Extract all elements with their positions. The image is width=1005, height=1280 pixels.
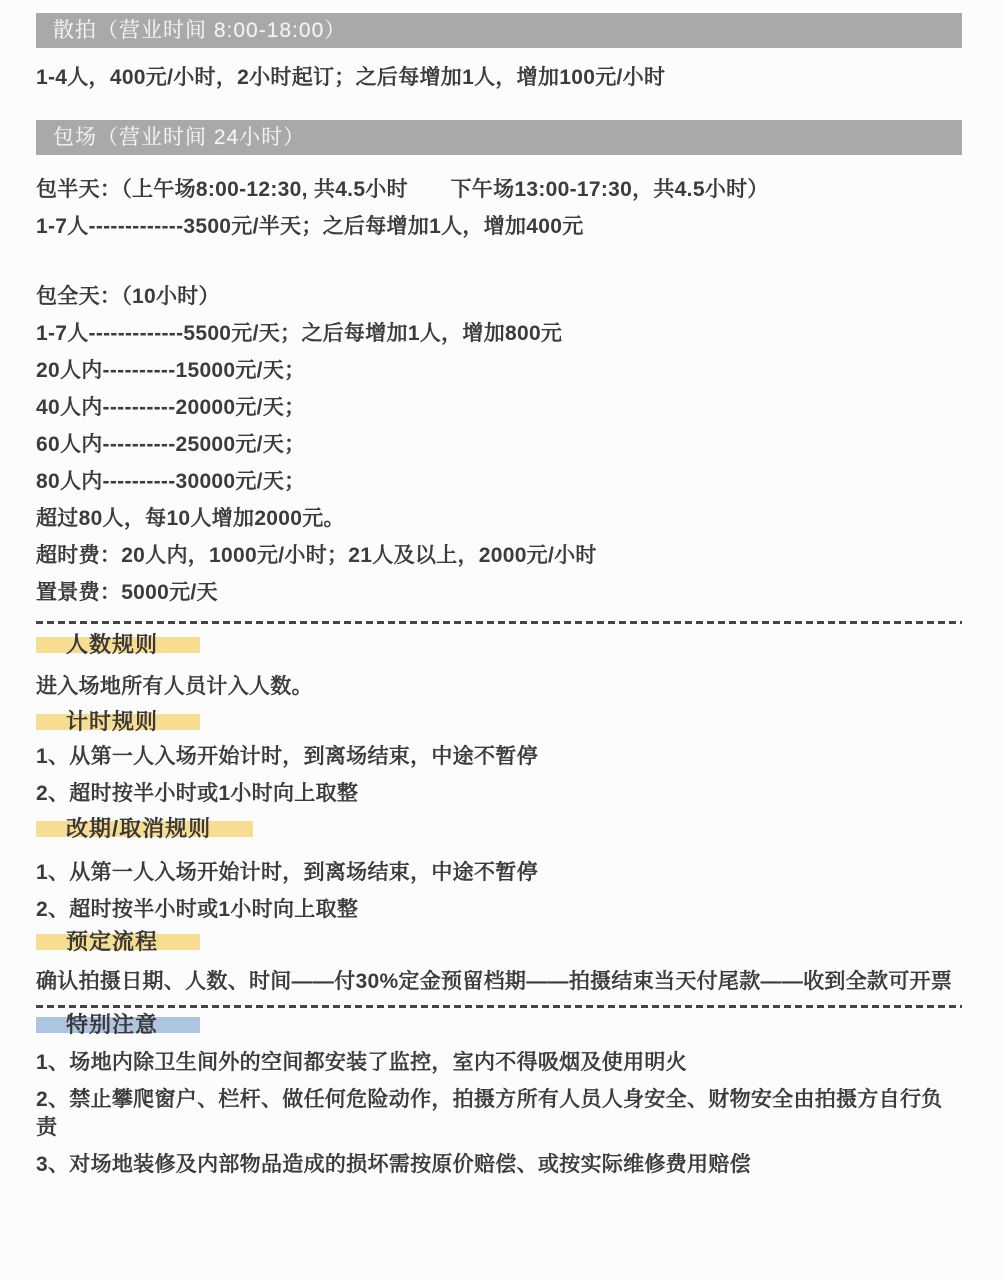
rule-reschedule-item: 1、从第一人入场开始计时，到离场结束，中途不暂停 xyxy=(36,861,538,884)
full-day-price-line: 40人内----------20000元/天； xyxy=(36,396,306,419)
full-day-price-line: 80人内----------30000元/天； xyxy=(36,470,306,493)
notice-item: 2、禁止攀爬窗户、栏杆、做任何危险动作，拍摄方所有人员人身安全、财物安全由拍摄方自行负责 xyxy=(36,1088,943,1139)
half-day-schedule-line: 包半天：（上午场8:00-12:30, 共4.5小时 下午场13:00-17:30，共4.5小时） xyxy=(36,178,769,201)
rule-headcount-item: 进入场地所有人员计入人数。 xyxy=(36,675,313,698)
rule-reschedule-title: 改期/取消规则 xyxy=(36,821,253,837)
rule-reschedule-item: 2、超时按半小时或1小时向上取整 xyxy=(36,898,359,921)
notice-item: 3、对场地装修及内部物品造成的损坏需按原价赔偿、或按实际维修费用赔偿 xyxy=(36,1153,751,1176)
rule-headcount-title: 人数规则 xyxy=(36,637,200,653)
half-day-price-line: 1-7人-------------3500元/半天；之后每增加1人，增加400元 xyxy=(36,215,584,238)
rule-timing-title: 计时规则 xyxy=(36,714,200,730)
full-day-price-line: 60人内----------25000元/天； xyxy=(36,433,306,456)
full-day-price-line: 1-7人-------------5500元/天；之后每增加1人，增加800元 xyxy=(36,322,563,345)
rental-section-header: 包场（营业时间 24小时） xyxy=(36,120,962,155)
rule-booking-item: 确认拍摄日期、人数、时间——付30%定金预留档期——拍摄结束当天付尾款——收到全款可开票 xyxy=(36,970,953,993)
notice-item: 1、场地内除卫生间外的空间都安装了监控，室内不得吸烟及使用明火 xyxy=(36,1051,687,1074)
dashed-divider xyxy=(36,621,962,624)
full-day-extra-line: 超过80人，每10人增加2000元。 xyxy=(36,507,345,530)
dashed-divider xyxy=(36,1005,962,1008)
rule-booking-title: 预定流程 xyxy=(36,934,200,950)
rule-timing-item: 1、从第一人入场开始计时，到离场结束，中途不暂停 xyxy=(36,745,538,768)
set-dressing-fee-line: 置景费：5000元/天 xyxy=(36,581,218,604)
rule-timing-item: 2、超时按半小时或1小时向上取整 xyxy=(36,782,359,805)
walkin-section-header: 散拍（营业时间 8:00-18:00） xyxy=(36,13,962,48)
overtime-fee-line: 超时费：20人内，1000元/小时；21人及以上，2000元/小时 xyxy=(36,544,597,567)
walkin-price-line: 1-4人，400元/小时，2小时起订；之后每增加1人，增加100元/小时 xyxy=(36,66,666,89)
full-day-price-line: 20人内----------15000元/天； xyxy=(36,359,306,382)
full-day-label-line: 包全天：（10小时） xyxy=(36,285,220,308)
notice-title: 特别注意 xyxy=(36,1017,200,1033)
